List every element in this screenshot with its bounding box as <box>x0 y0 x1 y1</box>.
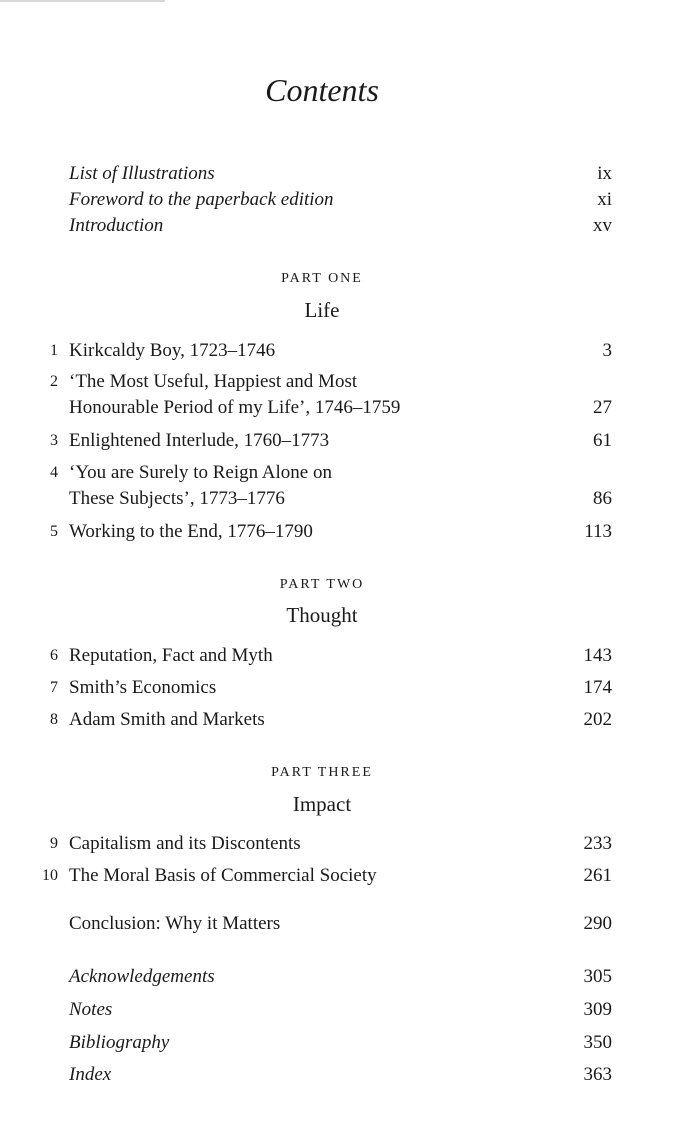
toc-entry-page: 261 <box>583 865 612 886</box>
chapter-title: Smith’s Economics <box>69 677 217 698</box>
toc-entry-page: 309 <box>583 999 612 1020</box>
toc-entry-page: 3 <box>602 340 612 361</box>
chapter-title: The Moral Basis of Commercial Society <box>69 865 377 886</box>
chapter-number: 9 <box>50 835 58 852</box>
toc-entry-page: 363 <box>583 1064 612 1085</box>
part-heading-label: PART THREE <box>271 765 373 780</box>
chapter-number: 1 <box>50 342 58 359</box>
chapter-number: 5 <box>50 523 58 540</box>
toc-entry-page: 27 <box>593 397 612 418</box>
toc-entry-label: Notes <box>69 999 113 1020</box>
toc-entry-page: 290 <box>583 913 612 934</box>
toc-entry-page: 202 <box>583 709 612 730</box>
toc-entry-label: List of Illustrations <box>69 163 215 184</box>
toc-entry-label: Conclusion: Why it Matters <box>69 913 281 934</box>
toc-entry-page: ix <box>597 163 612 184</box>
part-heading-label: PART TWO <box>279 577 365 592</box>
chapter-title-line-2: Honourable Period of my Life’, 1746–1759 <box>69 397 401 418</box>
chapter-title: Adam Smith and Markets <box>69 709 265 730</box>
chapter-number: 2 <box>50 373 58 390</box>
chapter-title-line-1: ‘You are Surely to Reign Alone on <box>69 462 332 483</box>
toc-entry-page: 61 <box>593 430 612 451</box>
chapter-title: Reputation, Fact and Myth <box>69 645 273 666</box>
chapter-title-line-1: ‘The Most Useful, Happiest and Most <box>69 371 358 392</box>
chapter-title: Enlightened Interlude, 1760–1773 <box>69 430 330 451</box>
chapter-title-line-2: These Subjects’, 1773–1776 <box>69 488 285 509</box>
toc-entry-page: 233 <box>583 833 612 854</box>
toc-entry-label: Bibliography <box>69 1032 170 1053</box>
toc-entry-page: xi <box>597 189 612 210</box>
toc-entry-label: Acknowledgements <box>69 966 215 987</box>
chapter-number: 7 <box>50 679 58 696</box>
toc-entry-page: 113 <box>584 521 612 542</box>
toc-entry-page: 305 <box>583 966 612 987</box>
chapter-number: 6 <box>50 647 58 664</box>
part-heading-title: Life <box>304 298 340 322</box>
toc-entry-page: 86 <box>593 488 612 509</box>
chapter-title: Capitalism and its Discontents <box>69 833 301 854</box>
chapter-number: 10 <box>42 867 58 884</box>
toc-entry-page: xv <box>593 215 612 236</box>
page-title: Contents <box>265 72 379 108</box>
chapter-number: 3 <box>50 432 58 449</box>
part-heading-label: PART ONE <box>281 271 363 286</box>
toc-entry-label: Foreword to the paperback edition <box>69 189 334 210</box>
toc-entry-page: 174 <box>583 677 612 698</box>
chapter-number: 4 <box>50 464 58 481</box>
toc-entry-label: Index <box>69 1064 112 1085</box>
chapter-title: Working to the End, 1776–1790 <box>69 521 313 542</box>
toc-entry-page: 143 <box>583 645 612 666</box>
part-heading-title: Thought <box>286 603 358 627</box>
toc-entry-page: 350 <box>583 1032 612 1053</box>
chapter-title: Kirkcaldy Boy, 1723–1746 <box>69 340 276 361</box>
toc-entry-label: Introduction <box>69 215 164 236</box>
page-edge-rule <box>0 0 165 2</box>
chapter-number: 8 <box>50 711 58 728</box>
part-heading-title: Impact <box>292 792 352 816</box>
